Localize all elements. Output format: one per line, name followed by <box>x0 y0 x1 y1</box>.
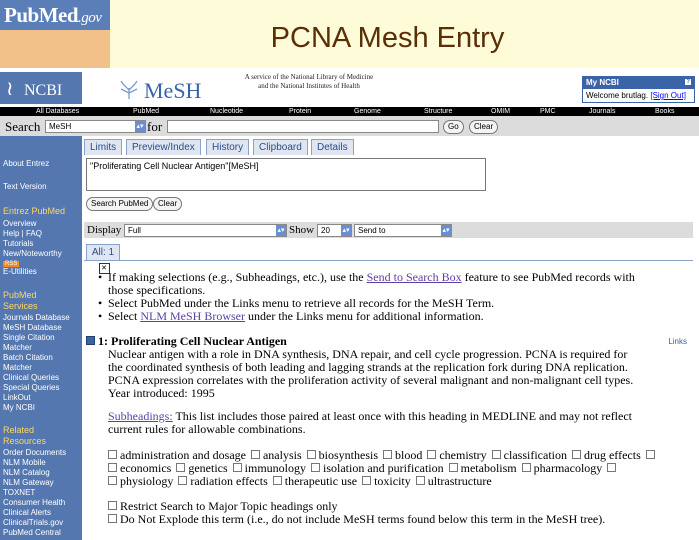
display-format-value: Full <box>128 226 141 235</box>
nav-genome[interactable]: Genome <box>354 108 381 115</box>
send-to-value: Send to <box>358 226 386 235</box>
subheading-checkbox[interactable] <box>273 476 282 485</box>
subheading-label: chemistry <box>439 448 487 462</box>
tab-all-results[interactable] <box>86 244 120 272</box>
subheading-checkbox[interactable] <box>233 463 242 472</box>
subheading-label: analysis <box>262 448 302 462</box>
subheading-label: classification <box>503 448 567 462</box>
subheading-option <box>108 448 246 462</box>
subheading-label: radiation effects <box>190 474 268 488</box>
search-pubmed-button[interactable]: Search PubMed <box>86 197 153 211</box>
subheading-label: economics <box>120 461 172 475</box>
clear-query-button[interactable]: Clear <box>153 197 182 211</box>
subheading-checkbox[interactable] <box>307 450 316 459</box>
subheading-option <box>233 461 306 475</box>
sidebar-nlm-catalog[interactable]: NLM Catalog <box>3 468 50 477</box>
divider <box>0 68 699 72</box>
nav-pmc[interactable]: PMC <box>540 108 556 115</box>
no-explode-option <box>108 513 605 526</box>
ncbi-helix-icon: ≀ <box>6 78 14 100</box>
subheading-checkbox[interactable] <box>108 450 117 459</box>
subheading-checkbox[interactable] <box>416 476 425 485</box>
nlm-tagline <box>244 73 374 91</box>
subheading-label: ultrastructure <box>427 474 492 488</box>
subheadings-link[interactable]: Subheadings: <box>108 409 173 423</box>
entry-title: 1: Proliferating Cell Nuclear Antigen <box>98 334 287 348</box>
nav-omim[interactable]: OMIM <box>491 108 511 115</box>
sidebar-about-entrez[interactable]: About Entrez <box>3 159 50 168</box>
year-introduced: Year introduced: 1995 <box>108 386 215 400</box>
subheading-option <box>273 474 357 488</box>
subheading-checkbox[interactable] <box>362 476 371 485</box>
no-explode-checkbox[interactable] <box>108 514 117 523</box>
display-label: Display <box>87 224 122 236</box>
mesh-logo-text: MeSH <box>144 78 202 103</box>
slide-title: PCNA Mesh Entry <box>270 22 505 54</box>
tab-clipboard[interactable]: Clipboard <box>253 139 308 155</box>
entry-checkbox[interactable] <box>86 336 95 345</box>
my-ncbi-title[interactable]: My NCBI <box>586 78 619 87</box>
subheading-label: administration and dosage <box>120 448 246 462</box>
clear-search-button[interactable]: Clear <box>469 120 498 134</box>
subheading-checkbox[interactable] <box>383 450 392 459</box>
restrict-checkbox[interactable] <box>108 501 117 510</box>
subheading-option <box>176 461 227 475</box>
sidebar-heading-entrez: Entrez PubMed <box>3 206 66 216</box>
subheading-checkbox[interactable] <box>108 476 117 485</box>
divider <box>84 260 693 261</box>
sidebar-text-version[interactable]: Text Version <box>3 182 47 191</box>
sidebar-journals-database[interactable]: Journals Database <box>3 313 70 322</box>
show-count-select[interactable] <box>317 224 352 237</box>
sidebar-linkout[interactable]: LinkOut <box>3 393 31 402</box>
sidebar-consumer-health[interactable]: Consumer Health <box>3 498 66 507</box>
subheading-option <box>416 474 492 488</box>
subheading-checkbox[interactable] <box>572 450 581 459</box>
nlm-line-1: A service of the National Library of Medicine <box>244 73 374 81</box>
sidebar-clinicaltrials[interactable]: ClinicalTrials.gov <box>3 518 64 527</box>
nlm-line-2: and the National Institutes of Health <box>258 82 360 90</box>
tip-text: feature to see PubMed records with <box>461 270 635 284</box>
subheading-label: immunology <box>244 461 306 475</box>
tab-limits[interactable]: Limits <box>84 139 122 155</box>
sidebar-new-noteworthy[interactable]: New/Noteworthy <box>3 249 62 258</box>
nav-protein[interactable]: Protein <box>289 108 312 115</box>
sidebar-overview[interactable]: Overview <box>3 219 37 228</box>
subheading-option <box>427 448 486 462</box>
subheading-option <box>108 474 173 488</box>
subheading-checkbox[interactable] <box>311 463 320 472</box>
sidebar-order-documents[interactable]: Order Documents <box>3 448 67 457</box>
database-navbar <box>0 107 699 116</box>
sidebar-single-citation[interactable]: Single Citation <box>3 333 55 342</box>
subheading-option <box>449 461 517 475</box>
send-to-search-box-link[interactable]: Send to Search Box <box>366 270 462 284</box>
for-label: for <box>147 119 163 134</box>
subheading-label: pharmacology <box>533 461 603 475</box>
chevron-down-icon: ▴▾ <box>342 227 350 234</box>
sidebar-pubmed-central[interactable]: PubMed Central <box>3 528 61 537</box>
restrict-label: Restrict Search to Major Topic headings only <box>120 499 338 513</box>
subheading-option <box>251 448 302 462</box>
sidebar-batch-citation-matcher[interactable]: Matcher <box>3 363 32 372</box>
close-icon[interactable]: ✕ <box>99 263 110 274</box>
tip-text: Select <box>108 309 141 323</box>
sidebar-clinical-alerts[interactable]: Clinical Alerts <box>3 508 52 517</box>
sidebar-help-faq[interactable]: Help | FAQ <box>3 229 42 238</box>
sidebar-tutorials[interactable]: Tutorials <box>3 239 34 248</box>
subheading-option <box>307 448 378 462</box>
subheadings-text: current rules for allowable combinations. <box>108 422 306 436</box>
rss-icon[interactable]: RSS <box>5 261 18 267</box>
sidebar-heading-pubmed: PubMed <box>3 290 37 300</box>
tip-text: those specifications. <box>108 283 206 297</box>
go-button[interactable]: Go <box>443 120 464 134</box>
show-label: Show <box>289 224 315 236</box>
nlm-mesh-browser-link[interactable]: NLM MeSH Browser <box>140 309 245 323</box>
sidebar-heading-related: Related <box>3 425 35 435</box>
tip-bullet-2: • Select PubMed under the Links menu to retrieve all records for the MeSH Term. <box>108 297 494 310</box>
chevron-down-icon: ▴▾ <box>277 227 285 234</box>
sidebar-e-utilities[interactable]: E-Utilities <box>3 267 37 276</box>
logo-pub: Pub <box>4 3 39 27</box>
database-select-value: MeSH <box>49 122 72 131</box>
subheading-option <box>178 474 267 488</box>
ncbi-logo-text: NCBI <box>24 82 63 99</box>
subheading-option <box>108 461 171 475</box>
subheading-label: biosynthesis <box>318 448 378 462</box>
links-menu[interactable]: Links <box>668 337 687 346</box>
chevron-down-icon: ▴▾ <box>442 227 450 234</box>
subheading-option <box>311 461 444 475</box>
subheading-option <box>492 448 567 462</box>
subheading-checkbox[interactable] <box>492 450 501 459</box>
subheading-checkbox[interactable] <box>176 463 185 472</box>
nav-pubmed[interactable]: PubMed <box>133 108 160 115</box>
subheading-option <box>572 448 641 462</box>
subheading-checkbox[interactable] <box>646 450 655 459</box>
database-select[interactable] <box>45 120 146 133</box>
subheading-checkbox[interactable] <box>449 463 458 472</box>
sidebar-clinical-queries[interactable]: Clinical Queries <box>3 373 60 382</box>
query-textarea[interactable]: "Proliferating Cell Nuclear Antigen"[MeSH] <box>86 158 486 191</box>
subheading-option <box>362 474 411 488</box>
subheading-checkbox[interactable] <box>251 450 260 459</box>
tab-preview-index[interactable]: Preview/Index <box>126 139 201 155</box>
sidebar-special-queries[interactable]: Special Queries <box>3 383 60 392</box>
help-icon[interactable]: ? <box>686 79 690 85</box>
subheading-label: therapeutic use <box>284 474 358 488</box>
chevron-down-icon: ▴▾ <box>136 123 144 130</box>
logo-med: Med <box>38 3 79 27</box>
sidebar-toxnet[interactable]: TOXNET <box>3 488 36 497</box>
search-label: Search <box>5 119 41 134</box>
sidebar-my-ncbi[interactable]: My NCBI <box>3 403 35 412</box>
entry-description: the coordinated synthesis of both leading and lagging strands at the replication fork during DNA replication. <box>108 360 628 374</box>
entry-description: Nuclear antigen with a role in DNA synthesis, DNA repair, and cell cycle progression. PCNA is required for <box>108 347 628 361</box>
subheading-checkbox[interactable] <box>427 450 436 459</box>
sign-out-link[interactable]: [Sign Out] <box>650 91 686 100</box>
subheading-checkbox[interactable] <box>522 463 531 472</box>
all-tab-label: All: 1 <box>91 247 115 258</box>
subheading-label: physiology <box>120 474 174 488</box>
sidebar-mesh-database[interactable]: MeSH Database <box>3 323 62 332</box>
nav-journals[interactable]: Journals <box>589 108 616 115</box>
subheading-option <box>522 461 603 475</box>
subheadings-text: This list includes those paired at least once with this heading in MEDLINE and may not reflect <box>172 409 633 423</box>
nav-all-databases[interactable]: All Databases <box>36 108 80 115</box>
sidebar-batch-citation[interactable]: Batch Citation <box>3 353 53 362</box>
subheading-label: drug effects <box>583 448 641 462</box>
sidebar <box>0 136 82 540</box>
sidebar-nlm-mobile[interactable]: NLM Mobile <box>3 458 46 467</box>
welcome-text: Welcome brutlag. <box>586 91 649 100</box>
subheading-checkbox[interactable] <box>607 463 616 472</box>
sidebar-heading-resources: Resources <box>3 436 47 446</box>
entry-description: PCNA expression correlates with the proliferation activity of several malignant and non-malignant cell types. <box>108 373 634 387</box>
subheading-checkbox[interactable] <box>178 476 187 485</box>
tip-text: If making selections (e.g., Subheadings, etc.), use the <box>108 270 367 284</box>
no-explode-label: Do Not Explode this term (i.e., do not include MeSH terms found below this term in the MeSH tree). <box>120 512 606 526</box>
tab-history[interactable]: History <box>206 139 249 155</box>
nav-books[interactable]: Books <box>655 108 675 115</box>
tree-icon <box>118 80 140 100</box>
subheading-label: isolation and purification <box>323 461 444 475</box>
tip-bullet-3 <box>108 310 484 323</box>
search-term-input[interactable] <box>167 120 439 133</box>
subheading-label: blood <box>395 448 423 462</box>
show-count-value: 20 <box>321 226 330 235</box>
mesh-logo[interactable] <box>118 78 201 106</box>
tab-details[interactable]: Details <box>311 139 354 155</box>
display-format-select[interactable] <box>124 224 287 237</box>
sidebar-heading-services: Services <box>3 301 38 311</box>
ncbi-logo[interactable] <box>0 72 82 104</box>
sidebar-nlm-gateway[interactable]: NLM Gateway <box>3 478 54 487</box>
sidebar-single-citation-matcher[interactable]: Matcher <box>3 343 32 352</box>
subheading-label: metabolism <box>460 461 517 475</box>
subheading-label: genetics <box>188 461 228 475</box>
subheading-option <box>383 448 422 462</box>
subheadings-row-3 <box>108 475 497 488</box>
tip-text: under the Links menu for additional information. <box>245 309 484 323</box>
logo-gov: .gov <box>78 10 102 26</box>
nav-structure[interactable]: Structure <box>424 108 453 115</box>
nav-nucleotide[interactable]: Nucleotide <box>210 108 244 115</box>
display-bar <box>84 222 693 238</box>
send-to-select[interactable] <box>354 224 452 237</box>
subheading-checkbox[interactable] <box>108 463 117 472</box>
my-ncbi-box <box>582 76 695 103</box>
subheading-label: toxicity <box>374 474 411 488</box>
